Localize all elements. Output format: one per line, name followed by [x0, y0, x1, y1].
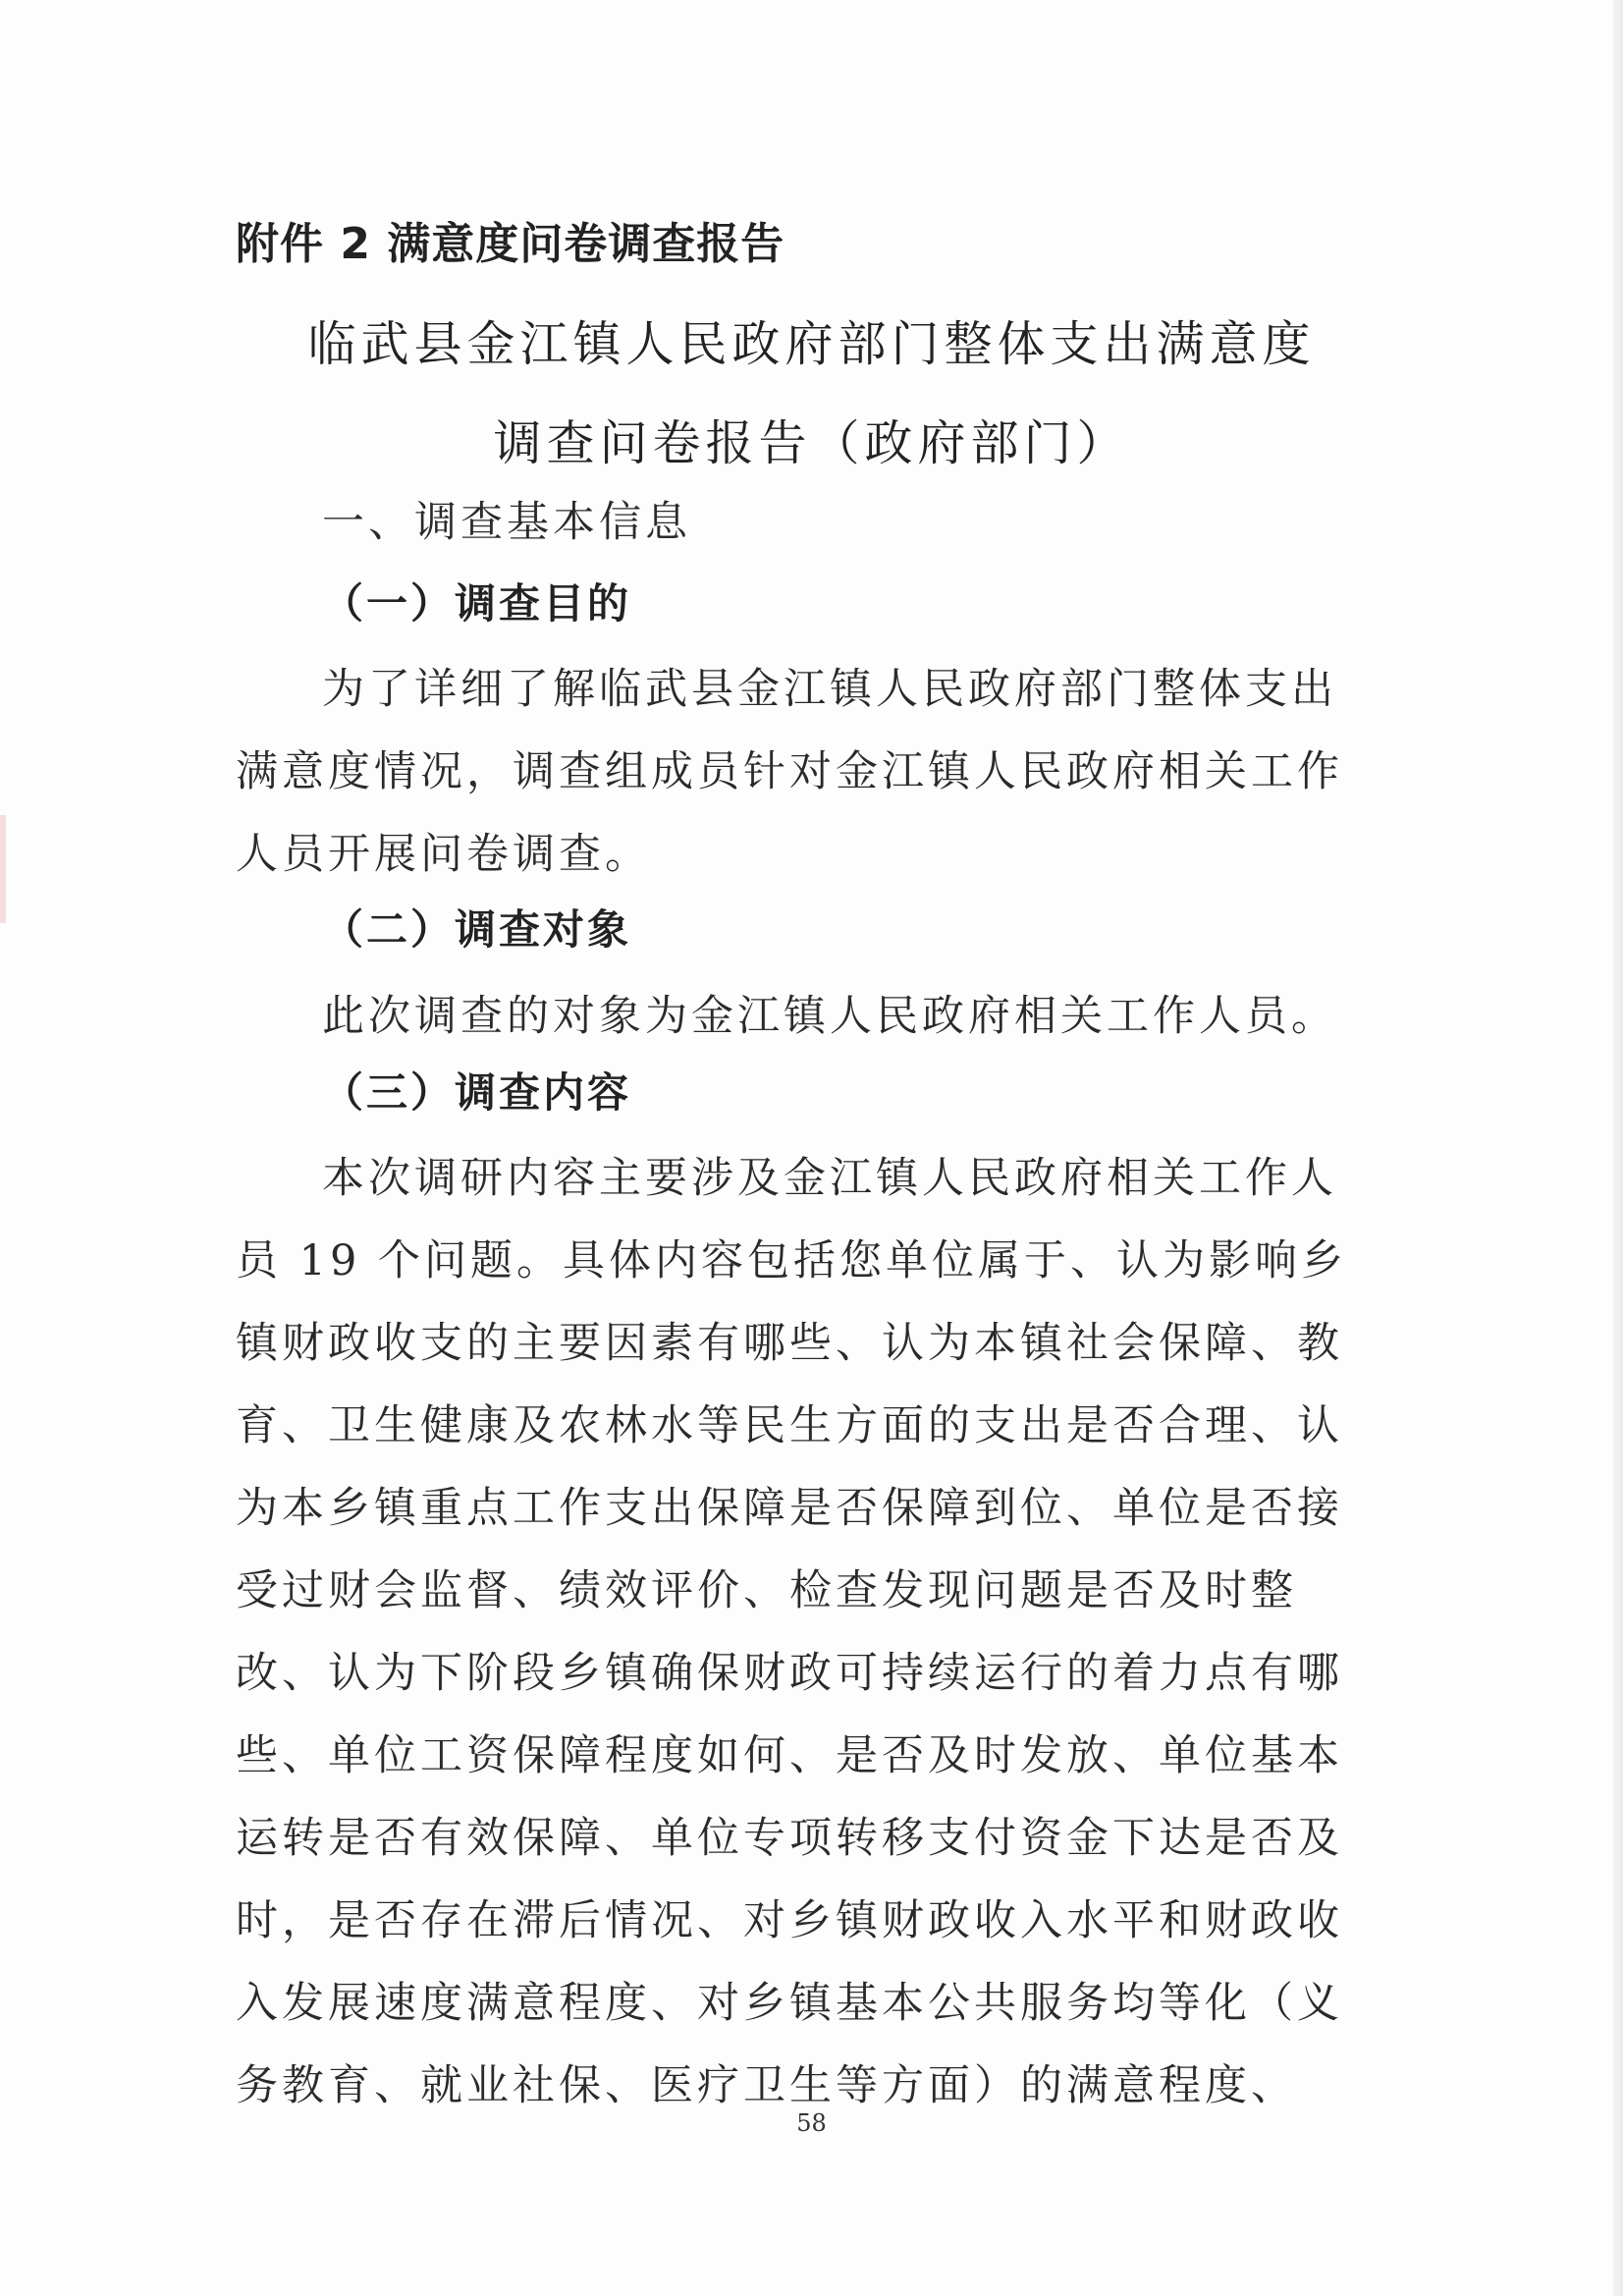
subsection-heading-purpose: （一）调查目的 [322, 579, 632, 628]
main-title-line-2: 调查问卷报告（政府部门） [493, 415, 1130, 471]
scan-edge-left-mark [0, 815, 6, 923]
section-heading-basic-info: 一、调查基本信息 [322, 498, 691, 547]
paragraph-target: 此次调查的对象为金江镇人民政府相关工作人员。 [322, 992, 1337, 1041]
paragraph-purpose: 为了详细了解临武县金江镇人民政府部门整体支出满意度情况，调查组成员针对金江镇人民政府相关工作人员开展问卷调查。 [236, 665, 1343, 879]
subsection-heading-content: （三）调查内容 [322, 1068, 632, 1117]
main-title-line-1: 临武县金江镇人民政府部门整体支出满意度 [307, 316, 1316, 372]
page-number: 58 [796, 2109, 827, 2137]
paragraph-content: 本次调研内容主要涉及金江镇人民政府相关工作人员 19 个问题。具体内容包括您单位属于、认为影响乡镇财政收支的主要因素有哪些、认为本镇社会保障、教育、卫生健康及农林水等民生方面的支出是否合理、认为本乡镇重点工作支出保障是否保障到位、单位是否接受过财会监督、绩效评价、检查发现问题是否及时整改、认为下阶段乡镇确保财政可持续运行的着力点有哪些、单位工资保障程度如何、是否及时发放、单位基本运转是否有效保障、单位专项转移支付资金下达是否及时，是否存在滞后情况、对乡镇财政收入水平和财政收入发展速度满意程度、对乡镇基本公共服务均等化（义务教育、就业社保、医疗卫生等方面）的满意程度、 [236, 1154, 1348, 2110]
attachment-title: 附件 2 满意度问卷调查报告 [236, 219, 785, 269]
subsection-heading-target: （二）调查对象 [322, 905, 632, 954]
